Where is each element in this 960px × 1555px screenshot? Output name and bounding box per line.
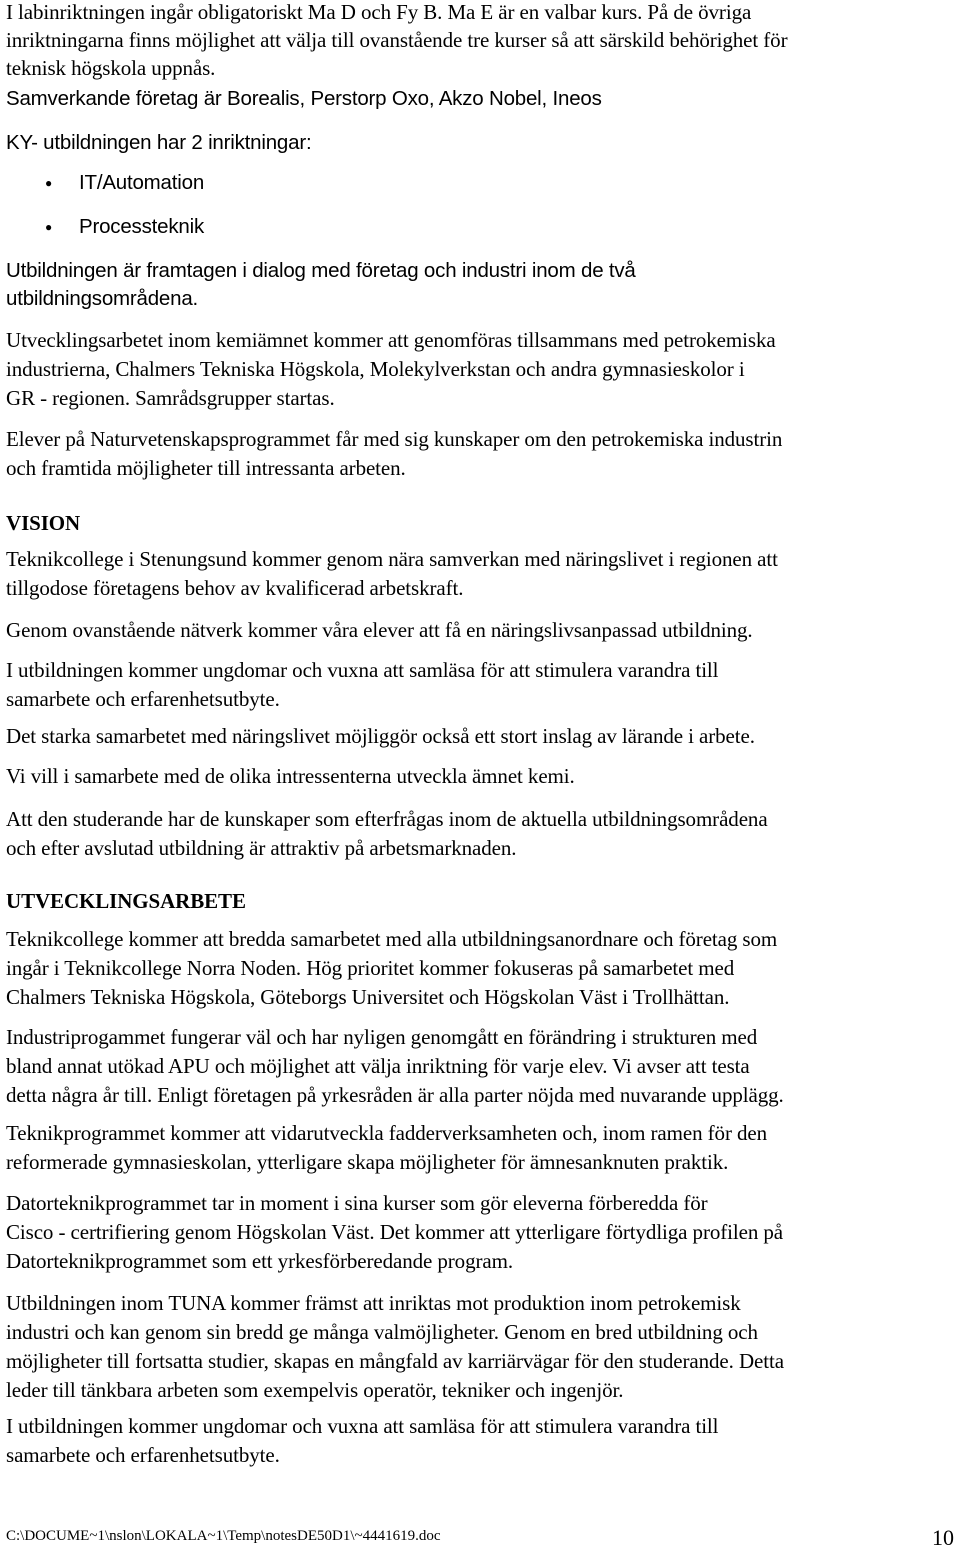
paragraph-line: Cisco - certrifiering genom Högskolan Väst. Det kommer att ytterligare förtydliga profilen på	[6, 1220, 784, 1244]
paragraph-line: Teknikcollege i Stenungsund kommer genom nära samverkan med näringslivet i regionen att	[6, 547, 778, 571]
paragraph-line: Utbildningen inom TUNA kommer främst att inriktas mot produktion inom petrokemisk	[6, 1291, 741, 1315]
paragraph-line: Utvecklingsarbetet inom kemiämnet kommer att genomföras tillsammans med petrokemiska	[6, 328, 776, 352]
paragraph-line: Elever på Naturvetenskapsprogrammet får med sig kunskaper om den petrokemiska industrin	[6, 427, 783, 451]
paragraph-line: Teknikcollege kommer att bredda samarbetet med alla utbildningsanordnare och företag som	[6, 927, 778, 951]
intro-line: teknisk högskola uppnås.	[6, 56, 216, 80]
paragraph-line: Datorteknikprogrammet tar in moment i sina kurser som gör eleverna förberedda för	[6, 1191, 708, 1215]
paragraph-line: Industriprogammet fungerar väl och har nyligen genomgått en förändring i strukturen med	[6, 1025, 758, 1049]
paragraph-line: Det starka samarbetet med näringslivet möjliggör också ett stort inslag av lärande i arbete.	[6, 724, 755, 748]
paragraph-line: Genom ovanstående nätverk kommer våra elever att få en näringslivsanpassad utbildning.	[6, 618, 753, 642]
paragraph-line: Teknikprogrammet kommer att vidarutveckla fadderverksamheten och, inom ramen för den	[6, 1121, 768, 1145]
intro-line: inriktningarna finns möjlighet att välja till ovanstående tre kurser så att särskild behörighet för	[6, 28, 788, 52]
bullet-icon: ●	[45, 220, 53, 234]
page-number: 10	[932, 1525, 954, 1550]
paragraph-line: tillgodose företagens behov av kvalificerad arbetskraft.	[6, 576, 464, 600]
paragraph-line: leder till tänkbara arbeten som exempelvis operatör, tekniker och ingenjör.	[6, 1378, 624, 1402]
paragraph-line: bland annat utökad APU och möjlighet att välja inriktning för varje elev. Vi avser att testa	[6, 1054, 750, 1078]
paragraph-line: I utbildningen kommer ungdomar och vuxna att samläsa för att stimulera varandra till	[6, 1414, 719, 1438]
paragraph-line: Datorteknikprogrammet som ett yrkesförberedande program.	[6, 1249, 513, 1273]
list-item: IT/Automation	[79, 171, 205, 194]
paragraph-line: industri och kan genom sin bredd ge många valmöjligheter. Genom en bred utbildning och	[6, 1320, 758, 1344]
list-item: Processteknik	[79, 215, 205, 238]
paragraph-line: I utbildningen kommer ungdomar och vuxna att samläsa för att stimulera varandra till	[6, 658, 719, 682]
paragraph-line: och framtida möjligheter till intressanta arbeten.	[6, 456, 406, 480]
ky-intro-line: KY- utbildningen har 2 inriktningar:	[6, 131, 312, 154]
paragraph-line: Utbildningen är framtagen i dialog med företag och industri inom de två	[6, 259, 636, 282]
intro-line: I labinriktningen ingår obligatoriskt Ma D och Fy B. Ma E är en valbar kurs. På de övriga	[6, 0, 752, 24]
paragraph-line: och efter avslutad utbildning är attraktiv på arbetsmarknaden.	[6, 836, 517, 860]
paragraph-line: samarbete och erfarenhetsutbyte.	[6, 687, 280, 711]
paragraph-line: utbildningsområdena.	[6, 287, 199, 310]
paragraph-line: industrierna, Chalmers Tekniska Högskola, Molekylverkstan och andra gymnasieskolor i	[6, 357, 745, 381]
paragraph-line: samarbete och erfarenhetsutbyte.	[6, 1443, 280, 1467]
vision-heading: VISION	[6, 511, 81, 535]
paragraph-line: Chalmers Tekniska Högskola, Göteborgs Universitet och Högskolan Väst i Trollhättan.	[6, 985, 730, 1009]
paragraph-line: möjligheter till fortsatta studier, skapas en mångfald av karriärvägar för den studerande. Detta	[6, 1349, 784, 1373]
utvecklingsarbete-heading: UTVECKLINGSARBETE	[6, 889, 246, 913]
footer-file-path: C:\DOCUME~1\nslon\LOKALA~1\Temp\notesDE50D1\~4441619.doc	[6, 1528, 441, 1544]
bullet-icon: ●	[45, 176, 53, 190]
paragraph-line: reformerade gymnasieskolan, ytterligare skapa möjligheter för ämnesanknuten praktik.	[6, 1150, 729, 1174]
partner-companies-line: Samverkande företag är Borealis, Perstorp Oxo, Akzo Nobel, Ineos	[6, 87, 602, 110]
paragraph-line: Att den studerande har de kunskaper som efterfrågas inom de aktuella utbildningsområdena	[6, 807, 768, 831]
paragraph-line: GR - regionen. Samrådsgrupper startas.	[6, 386, 335, 410]
paragraph-line: ingår i Teknikcollege Norra Noden. Hög prioritet kommer fokuseras på samarbetet med	[6, 956, 735, 980]
paragraph-line: Vi vill i samarbete med de olika intressenterna utveckla ämnet kemi.	[6, 764, 575, 788]
paragraph-line: detta några år till. Enligt företagen på yrkesråden är alla parter nöjda med nuvarande upplägg.	[6, 1083, 784, 1107]
